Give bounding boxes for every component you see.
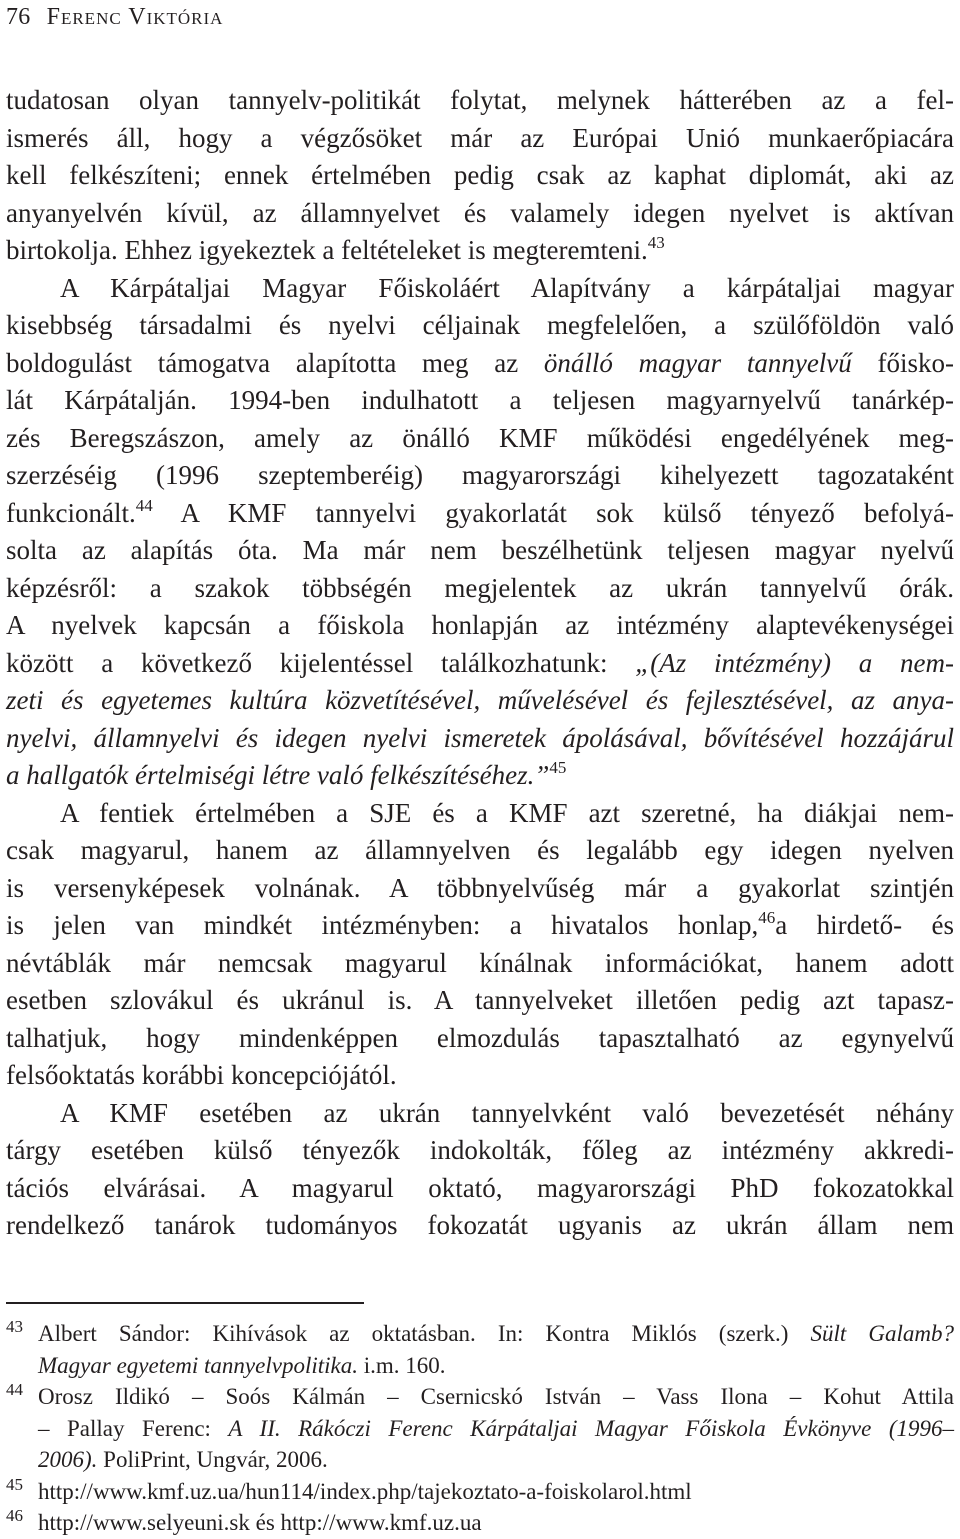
text-run: a hirdető- és <box>775 910 954 940</box>
italic-run: Magyar egyetemi tannyelvpolitika. <box>38 1352 358 1378</box>
footnote-line <box>6 1413 954 1445</box>
text-line: kisebbség társadalmi és nyelvi céljainak megfelelően, a szülőföldön való <box>6 310 954 340</box>
footnote-number: 44 <box>6 1380 23 1399</box>
text-line: tációs elvárásai. A magyarul oktató, magyarországi PhD fokozatokkal <box>6 1172 954 1203</box>
text-line: is versenyképesek volnának. A többnyelvűség már a gyakorlat szintjén <box>6 872 954 903</box>
footnote-ref-43: 43 <box>647 233 665 252</box>
text-line: névtáblák már nemcsak magyarul kínálnak információkat, hanem adott <box>6 947 954 978</box>
footnotes <box>6 1318 954 1539</box>
text-line <box>6 495 954 533</box>
page-number: 76 <box>6 4 31 30</box>
text-run: i.m. 160. <box>357 1352 446 1378</box>
paragraph-3 <box>6 795 954 1095</box>
running-head-author: Ferenc Viktória <box>46 4 224 30</box>
italic-run: 2006). <box>38 1447 98 1472</box>
text-line: tárgy esetében külső tényezők indokolták, főleg az intézmény akkredi- <box>6 1135 954 1165</box>
text-line <box>6 345 954 383</box>
text-run: A KMF tannyelvi gyakorlatát sok külső tényező befolyá- <box>152 497 954 528</box>
footnote-line: Orosz Ildikó – Soós Kálmán – Csernicskó István – Vass Ilona – Kohut Attila <box>38 1384 954 1409</box>
text-line: szerzéséig (1996 szeptemberéig) magyarországi kihelyezett tagozataként <box>6 460 954 490</box>
text-run: között a következő kijelentéssel találkozhatunk: <box>6 647 636 678</box>
text-line <box>6 907 954 945</box>
footnote-link[interactable]: http://www.kmf.uz.ua/hun114/index.php/tajekoztato-a-foiskolarol.html <box>38 1478 692 1504</box>
text-line: csak magyarul, hanem az államnyelven és legalább egy idegen nyelven <box>6 835 954 865</box>
text-run: birtokolja. Ehhez igyekeztek a feltételeket is megteremteni. <box>6 235 648 265</box>
italic-run: Sült Galamb? <box>810 1321 955 1346</box>
italic-run: „(Az intézmény) a nem- <box>635 647 955 678</box>
footnote-number: 46 <box>6 1506 23 1525</box>
text-line: nyelvi, államnyelvi és idegen nyelvi ismeretek ápolásával, bővítésével hozzájárul <box>6 722 954 753</box>
text-run: Albert Sándor: Kihívások az oktatásban. In: Kontra Miklós (szerk.) <box>38 1321 811 1346</box>
text-line: zeti és egyetemes kultúra közvetítésével, művelésével és fejlesztésével, az anya- <box>6 685 954 715</box>
body-text <box>6 82 954 1245</box>
text-line: képzésről: a szakok többségén megjelentek az ukrán tannyelvű órák. <box>6 572 954 603</box>
paragraph-2 <box>6 270 954 795</box>
footnote-46 <box>6 1507 954 1539</box>
footnote-number: 45 <box>6 1474 23 1494</box>
footnote-ref-44: 44 <box>135 495 153 515</box>
footnote-line <box>6 1444 954 1476</box>
text-line: A fentiek értelmében a SJE és a KMF azt szeretné, ha diákjai nem- <box>60 797 954 828</box>
text-run: – Pallay Ferenc: <box>38 1415 229 1441</box>
paragraph-4 <box>6 1095 954 1245</box>
footnote-rule <box>6 1302 364 1304</box>
footnote-44 <box>6 1381 954 1476</box>
footnote-line <box>6 1350 954 1382</box>
text-line <box>6 757 954 795</box>
italic-run: önálló magyar tannyelvű <box>543 347 852 378</box>
text-line: ismerés áll, hogy a végzősöket már az Európai Unió munkaerőpiacára <box>6 122 954 153</box>
text-line: rendelkező tanárok tudományos fokozatát ugyanis az ukrán állam nem <box>6 1210 954 1240</box>
footnote-link[interactable]: http://www.selyeuni.sk és http://www.kmf.uz.ua <box>38 1510 482 1535</box>
text-run: főisko- <box>851 347 954 378</box>
text-line: tudatosan olyan tannyelv-politikát folytat, melynek hátterében az a fel- <box>6 85 954 115</box>
footnote-43 <box>6 1318 954 1381</box>
text-line: solta az alapítás óta. Ma már nem beszélhetünk teljesen magyar nyelvű <box>6 535 954 565</box>
italic-run: A II. Rákóczi Ferenc Kárpátaljai Magyar Főiskola Évkönyve (1996– <box>228 1415 954 1441</box>
text-run: funkcionált. <box>6 497 136 528</box>
text-line <box>6 232 954 270</box>
footnote-line <box>6 1318 954 1350</box>
text-run: PoliPrint, Ungvár, 2006. <box>97 1447 328 1472</box>
text-line: anyanyelvén kívül, az államnyelvet és valamely idegen nyelvet is aktívan <box>6 197 954 228</box>
text-line: felsőoktatás korábbi koncepciójától. <box>6 1060 397 1090</box>
text-line: kell felkészíteni; ennek értelmében pedig csak az kaphat diplomát, aki az <box>6 160 954 190</box>
text-line <box>6 645 954 683</box>
footnote-number: 43 <box>6 1317 23 1336</box>
text-line: talhatjuk, hogy mindenképpen elmozdulás tapasztalható az egynyelvű <box>6 1022 954 1053</box>
italic-run: a hallgatók értelmiségi létre való felkészítéséhez.” <box>6 760 550 790</box>
text-line: A Kárpátaljai Magyar Főiskoláért Alapítvány a kárpátaljai magyar <box>60 272 954 303</box>
text-line: A nyelvek kapcsán a főiskola honlapján az intézmény alaptevékenységei <box>6 610 954 640</box>
text-run: boldogulást támogatva alapította meg az <box>6 347 544 378</box>
paragraph-1 <box>6 82 954 270</box>
text-line: lát Kárpátalján. 1994-ben indulhatott a teljesen magyarnyelvű tanárkép- <box>6 385 954 415</box>
text-line: esetben szlovákul és ukránul is. A tannyelveket illetően pedig azt tapasz- <box>6 985 954 1015</box>
text-line: zés Beregszászon, amely az önálló KMF működési engedélyének meg- <box>6 422 954 453</box>
text-line: A KMF esetében az ukrán tannyelvként való bevezetését néhány <box>60 1097 954 1128</box>
running-head <box>6 2 223 32</box>
footnote-45 <box>6 1476 954 1508</box>
footnote-ref-46: 46 <box>758 908 776 927</box>
footnote-ref-45: 45 <box>549 758 567 777</box>
text-run: is jelen van mindkét intézményben: a hivatalos honlap, <box>6 910 759 940</box>
